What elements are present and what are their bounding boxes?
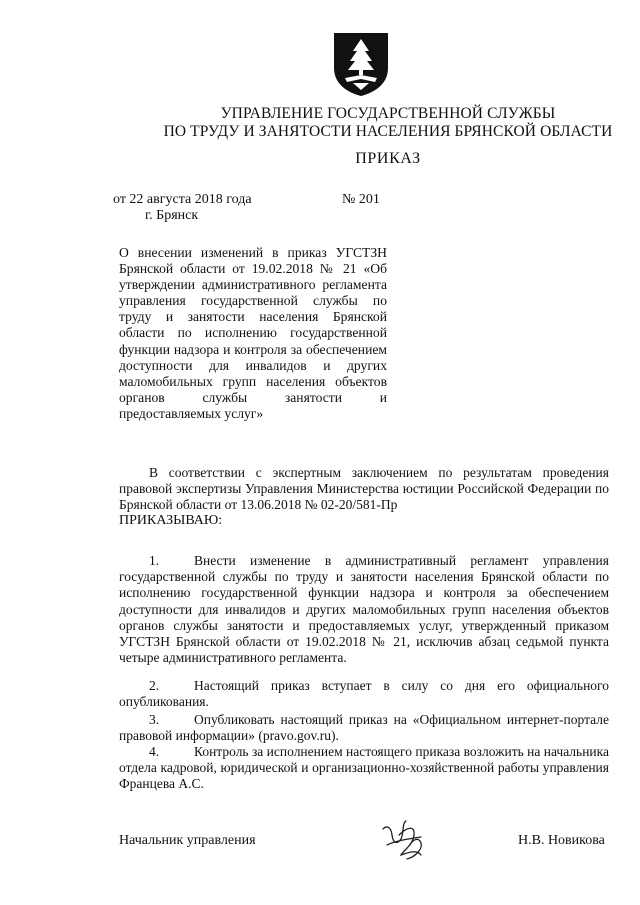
item-text: Внести изменение в административный регламент управления государственной службы по труду и занятости населения Брянской области по исполнению государственной функции надзора и контроля за обеспечением доступности для инвалидов и других маломобильных групп населения объектов органов службы занятости и предоставляемых услуг, утвержденный приказом УГСТЗН Брянской области от 19.02.2018 № 21, исключив абзац седьмой пункта четыре административного регламента. (119, 553, 609, 666)
order-item-1 (119, 553, 609, 666)
preamble-paragraph: В соответствии с экспертным заключением по результатам проведения правовой экспертизы Управления Министерства юстиции Российской Федерации по Брянской области от 13.06.2018 № 02-20/581-Пр (119, 465, 609, 513)
order-date: от 22 августа 2018 года (113, 192, 252, 207)
order-subject: О внесении изменений в приказ УГСТЗН Брянской области от 19.02.2018 № 21 «Об утверждении административного регламента управления государственной службы по труду и занятости населения Брянской области по исполнению государственной функции надзора и контроля за обеспечением доступности для инвалидов и других маломобильных групп населения объектов органов службы занятости и предоставляемых услуг» (119, 245, 387, 421)
order-item-4 (119, 744, 609, 793)
order-item-2 (119, 678, 609, 710)
coat-of-arms-icon (331, 30, 391, 98)
item-number: 1. (149, 553, 160, 568)
item-text: Контроль за исполнением настоящего приказа возложить на начальника отдела кадровой, юридической и организационно-хозяйственной работы управления Францева А.С. (119, 744, 609, 792)
item-text: Настоящий приказ вступает в силу со дня его официального опубликования. (119, 678, 609, 710)
item-number: 3. (149, 712, 160, 727)
order-word: ПРИКАЗЫВАЮ: (119, 513, 223, 528)
order-city: г. Брянск (145, 208, 199, 223)
handwritten-signature (377, 815, 439, 865)
organization-name-line1: УПРАВЛЕНИЕ ГОСУДАРСТВЕННОЙ СЛУЖБЫ (220, 105, 556, 122)
document-title: ПРИКАЗ (355, 150, 421, 167)
item-number: 2. (149, 678, 160, 693)
item-number: 4. (149, 744, 160, 759)
item-text: Опубликовать настоящий приказ на «Официальном интернет-портале правовой информации» (pravo.gov.ru). (119, 712, 609, 744)
signer-position: Начальник управления (119, 833, 256, 848)
signer-name: Н.В. Новикова (518, 833, 605, 848)
organization-name-line2: ПО ТРУДУ И ЗАНЯТОСТИ НАСЕЛЕНИЯ БРЯНСКОЙ ОБЛАСТИ (163, 123, 613, 140)
order-item-3 (119, 712, 609, 744)
order-number: № 201 (342, 192, 380, 207)
